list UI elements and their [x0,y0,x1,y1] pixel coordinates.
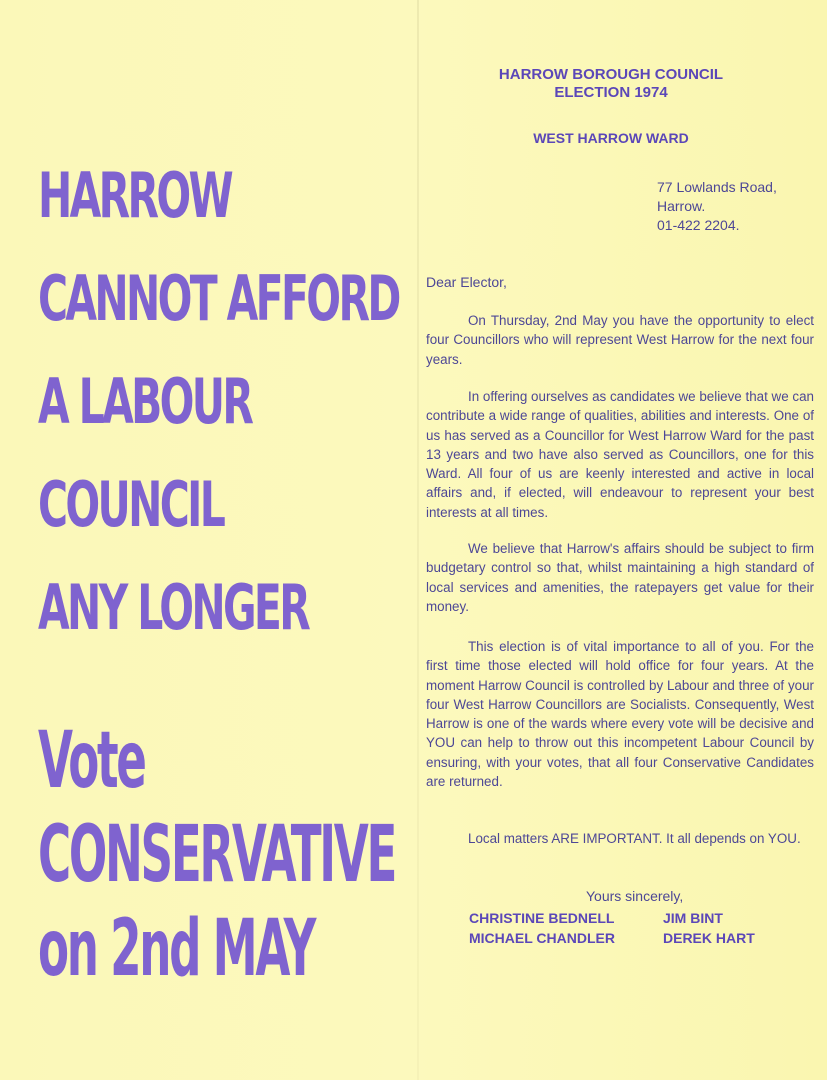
letter-heading-election: ELECTION 1974 [554,84,668,101]
closing: Yours sincerely, [586,888,684,904]
address-line: Harrow. [657,198,706,214]
slogan-line: HARROW [38,159,232,232]
signatory-name: JIM BINT [663,910,723,926]
salutation: Dear Elector, [426,274,507,290]
letter-paragraph: This election is of vital importance to all of you. For the first time those elected will hold office for four years. At the moment Harrow Council is controlled by Labour and three of your four West Harrow Councillors are Socialists. Consequently, West Harrow is one of the wards where every vote will be decisive and YOU can help to throw out this incompetent Labour Council by ensuring, with your votes, that all four Conservative Candidates are returned. [426,639,814,790]
signatory-name: MICHAEL CHANDLER [469,930,615,946]
letter-paragraph: Local matters ARE IMPORTANT. It all depends on YOU. [468,831,801,846]
page-fold-line [417,0,419,1080]
slogan-line: COUNCIL [38,468,224,541]
letter-heading-ward: WEST HARROW WARD [533,130,689,146]
signatory-name: DEREK HART [663,930,755,946]
vote-line: on 2nd MAY [38,904,315,994]
slogan-line: A LABOUR [38,365,252,438]
letter-paragraph: On Thursday, 2nd May you have the opportunity to elect four Councillors who will represent West Harrow for the next four years. [426,313,814,367]
slogan-line: CANNOT AFFORD [38,262,399,335]
letter-paragraph: In offering ourselves as candidates we believe that we can contribute a wide range of qualities, abilities and interests. One of us has served as a Councillor for West Harrow Ward for the past 13 years and two have also served as Councillors, one for this Ward. All four of us are keenly interested and active in local affairs and, if elected, will endeavour to represent your best interests at all times. [426,389,814,520]
address-line: 77 Lowlands Road, [657,179,777,195]
vote-line: Vote [38,716,145,806]
vote-block [38,716,413,1004]
vote-line: CONSERVATIVE [38,810,396,900]
sender-address [657,178,777,235]
address-phone: 01-422 2204. [657,217,740,233]
letter-paragraph: We believe that Harrow's affairs should be subject to firm budgetary control so that, whilst maintaining a high standard of local services and amenities, the ratepayers get value for their money. [426,541,814,614]
slogan-block [38,159,413,680]
signatory-name: CHRISTINE BEDNELL [469,910,615,926]
slogan-line: ANY LONGER [38,571,309,644]
letter-heading-title: HARROW BOROUGH COUNCIL [498,66,724,83]
